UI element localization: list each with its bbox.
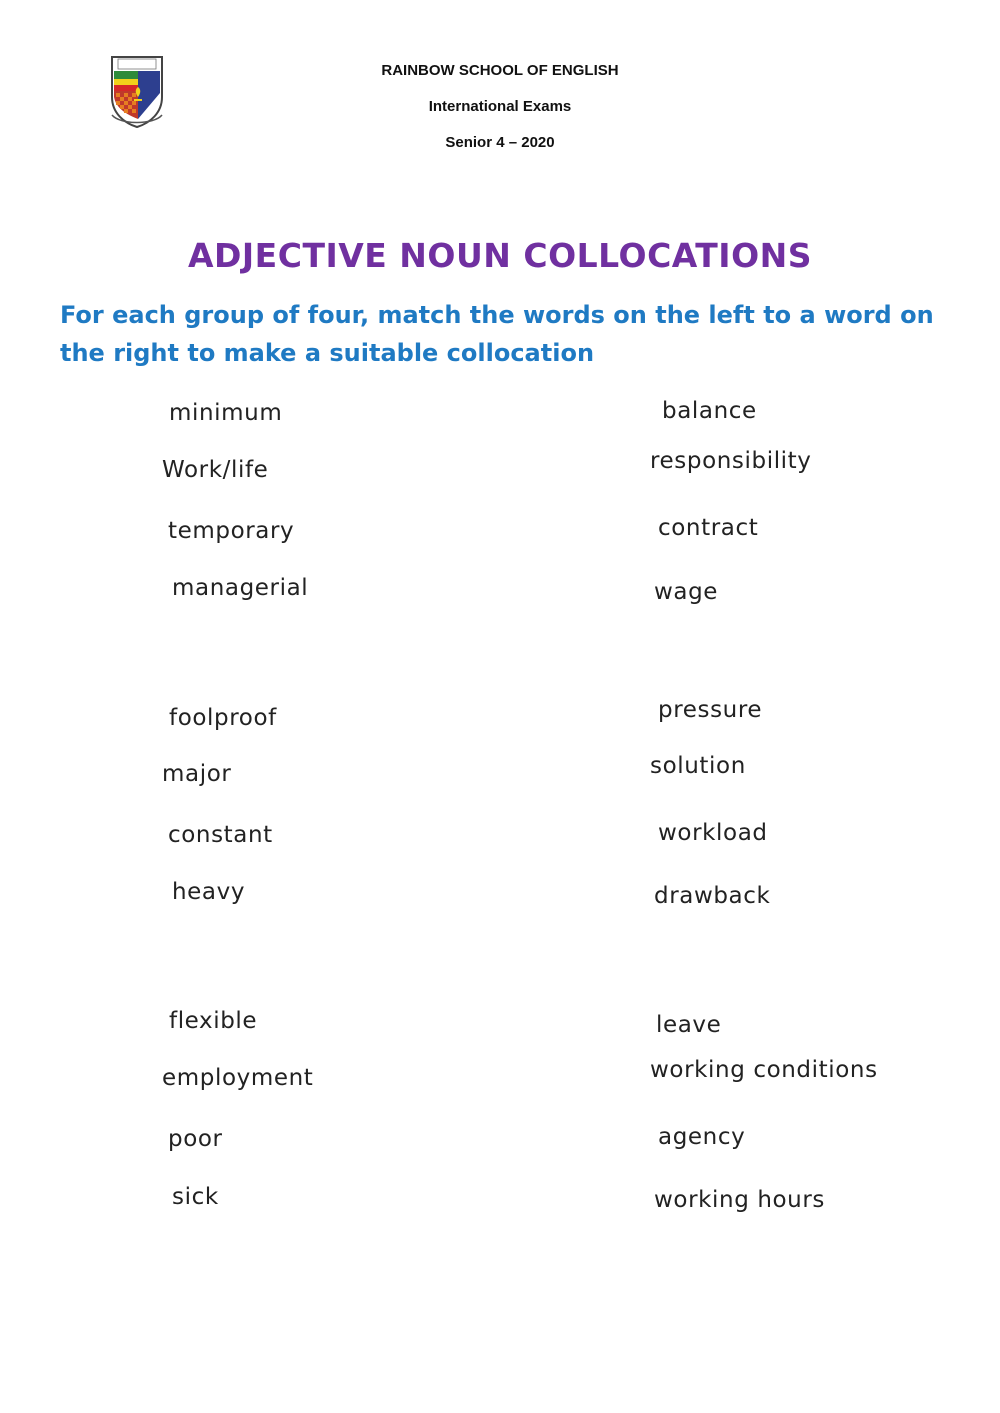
left-word[interactable]: foolproof	[169, 705, 277, 731]
left-word[interactable]: minimum	[169, 400, 283, 426]
right-word[interactable]: wage	[654, 579, 719, 605]
right-word[interactable]: contract	[658, 515, 759, 541]
left-word[interactable]: Work/life	[162, 457, 269, 483]
right-word[interactable]: agency	[658, 1124, 746, 1150]
right-word[interactable]: working hours	[654, 1187, 826, 1213]
left-word[interactable]: flexible	[169, 1008, 258, 1034]
exam-type: International Exams	[428, 98, 572, 115]
right-word[interactable]: leave	[656, 1012, 722, 1038]
school-name: RAINBOW SCHOOL OF ENGLISH	[381, 62, 619, 79]
right-word[interactable]: solution	[650, 753, 746, 779]
left-word[interactable]: temporary	[168, 518, 295, 544]
instructions: For each group of four, match the words on the left to a word on the right to make a suitable collocation	[60, 301, 934, 367]
left-word[interactable]: managerial	[172, 575, 309, 601]
right-word[interactable]: working conditions	[650, 1057, 878, 1083]
left-word[interactable]: major	[162, 761, 232, 787]
left-word[interactable]: constant	[168, 822, 273, 848]
left-word[interactable]: employment	[162, 1065, 314, 1091]
left-word[interactable]: sick	[172, 1184, 219, 1210]
left-word[interactable]: heavy	[172, 879, 246, 905]
right-word[interactable]: drawback	[654, 883, 771, 909]
left-word[interactable]: poor	[168, 1126, 223, 1152]
right-word[interactable]: balance	[662, 398, 757, 424]
right-word[interactable]: workload	[658, 820, 768, 846]
right-word[interactable]: responsibility	[650, 448, 812, 474]
right-word[interactable]: pressure	[658, 697, 763, 723]
page-title: ADJECTIVE NOUN COLLOCATIONS	[187, 236, 813, 275]
class-year: Senior 4 – 2020	[445, 134, 555, 151]
